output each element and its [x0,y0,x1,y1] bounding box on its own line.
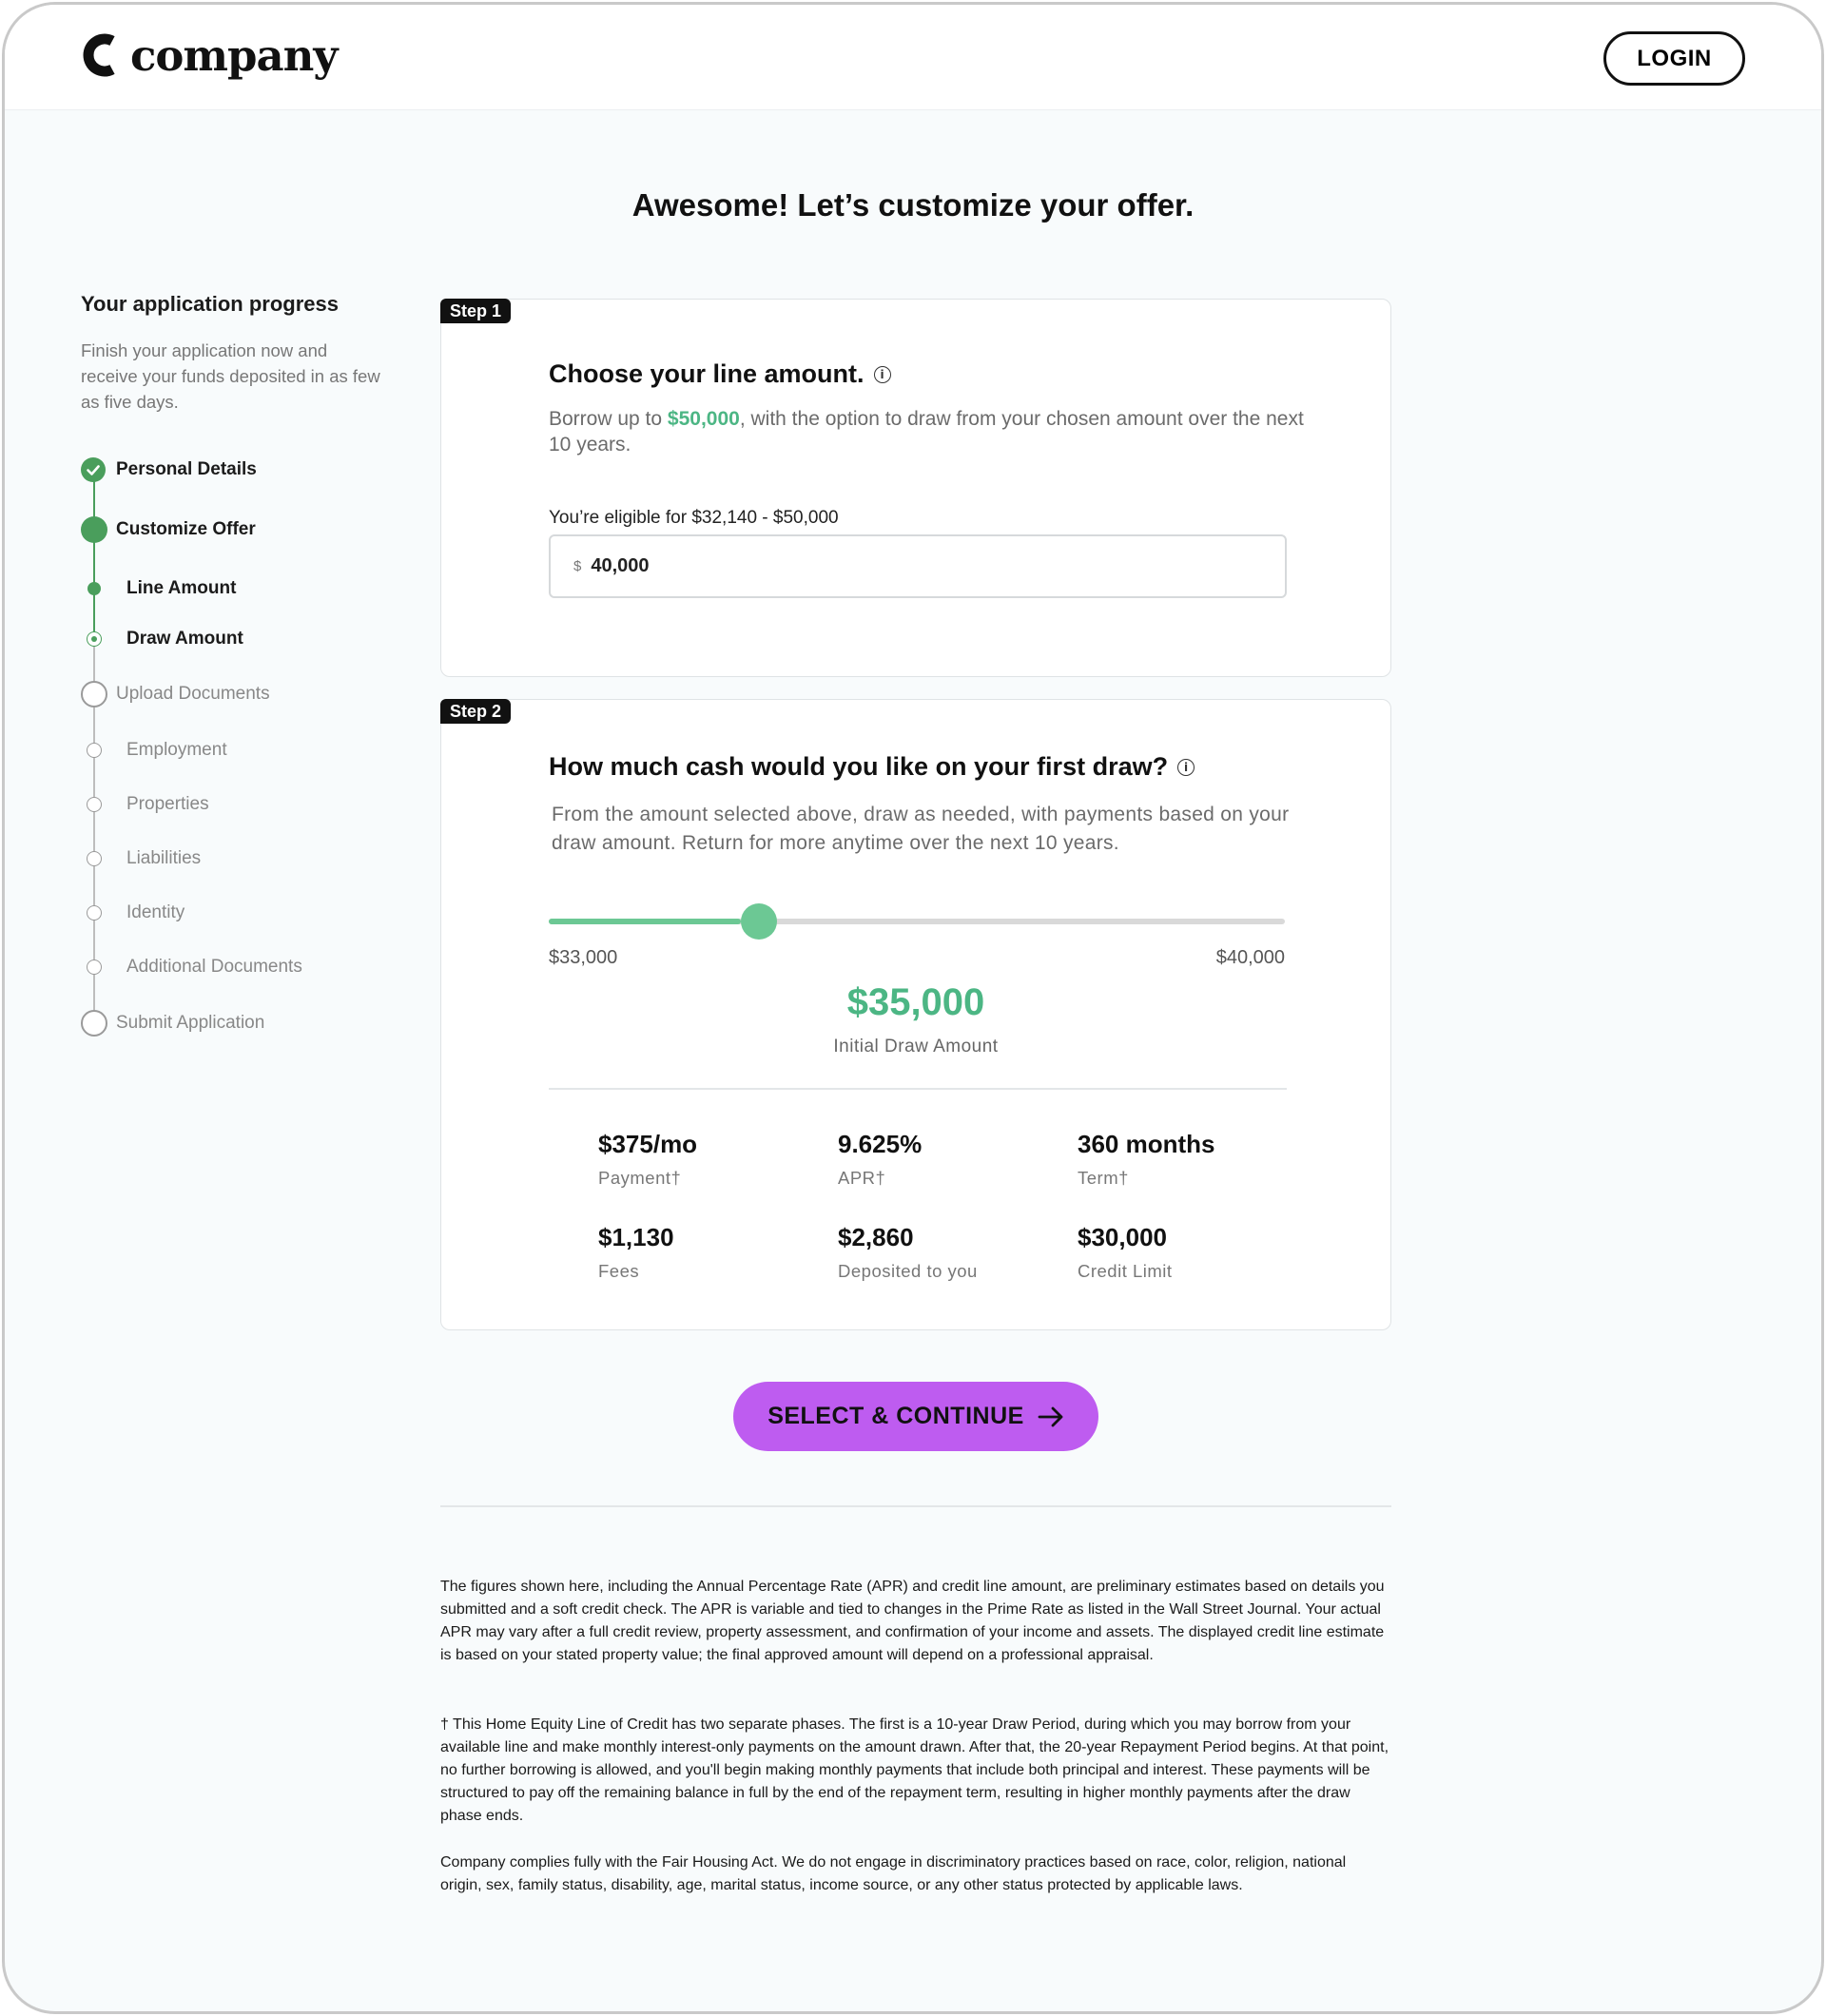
info-icon[interactable]: i [874,366,891,383]
stat-value: $30,000 [1078,1223,1167,1251]
step1-card [440,299,1391,677]
slider-fill [549,919,741,924]
step2-card [440,699,1391,1330]
pending-substep-circle-icon [87,851,102,866]
stat-label: Term† [1078,1168,1129,1188]
step2-title [549,752,1195,782]
substep-done-dot-icon [87,582,101,595]
stat-label: Payment† [598,1168,682,1188]
stat-label: Deposited to you [838,1261,978,1281]
pending-substep-circle-icon [87,797,102,812]
progress-sidebar [81,292,385,415]
eligibility-range: You’re eligible for $32,140 - $50,000 [549,508,839,528]
step-label: Identity [126,902,185,922]
arrow-right-icon [1038,1406,1064,1427]
stat-label: Credit Limit [1078,1261,1173,1281]
max-amount-highlight: $50,000 [667,408,740,430]
top-header [5,5,1821,110]
stat-label: Fees [598,1261,640,1281]
step-label: Employment [126,740,227,760]
step2-badge: Step 2 [440,699,511,724]
line-amount-input[interactable] [591,555,1161,577]
legal-fair-housing: Company complies fully with the Fair Housing Act. We do not engage in discriminatory practices based on race, color, religion, national origin, sex, family status, disability, age, marital status, income source, or any other status protected by applicable laws. [440,1854,1347,1893]
step1-title [549,359,891,389]
slider-thumb[interactable] [741,903,777,940]
pending-step-circle-icon [81,1010,107,1037]
pending-step-circle-icon [81,681,107,708]
legal-divider [440,1505,1391,1507]
login-button[interactable]: LOGIN [1603,31,1745,86]
progress-title: Your application progress [81,292,339,316]
legal-disclaimer-estimates: The figures shown here, including the Annual Percentage Rate (APR) and credit line amount, are preliminary estimates based on details you submitted and a soft credit check. The APR is variable and tied to changes in the Prime Rate as listed in the Wall Street Journal. Your actual APR may vary after a full credit review, property assessment, and confirmation of your income and assets. The displayed credit line estimate is based on your stated property value; the final approved amount will depend on a professional appraisal. [440,1579,1385,1663]
desc-prefix: Borrow up to [549,408,668,430]
step-label: Liabilities [126,848,202,868]
initial-draw-amount: $35,000 [846,981,985,1023]
check-circle-icon [81,457,106,482]
stat-value: 360 months [1078,1130,1215,1158]
desc-suffix: , with the option to draw from your chosen amount over the next 10 years. [549,408,1304,456]
step1-title-text: Choose your line amount. [549,359,864,388]
pending-substep-circle-icon [87,743,102,758]
stat-credit-limit [1078,1223,1306,1282]
step-label: Draw Amount [126,629,243,649]
stat-apr [838,1130,1066,1189]
card-divider [549,1088,1287,1090]
company-logo-text: company [130,29,338,81]
step2-title-text: How much cash would you like on your first draw? [549,752,1169,781]
stat-payment [598,1130,826,1189]
progress-steps [81,452,395,1041]
step-label: Submit Application [116,1013,265,1033]
company-logo-icon [81,33,121,77]
select-continue-button[interactable] [733,1382,1098,1451]
currency-symbol: $ [573,558,582,574]
pending-substep-circle-icon [87,905,102,921]
stat-value: $375/mo [598,1130,698,1158]
step2-description: From the amount selected above, draw as needed, with payments based on your draw amount. Return for more anytime over the next 10 years. [552,804,1290,854]
line-amount-field[interactable] [549,534,1287,598]
step-label: Personal Details [116,459,257,479]
stat-deposited [838,1223,1066,1282]
slider-min-label: $33,000 [549,947,618,968]
step-label: Line Amount [126,578,237,598]
stat-value: $2,860 [838,1223,914,1251]
page-frame [2,2,1824,2014]
initial-draw-caption: Initial Draw Amount [833,1037,999,1056]
info-icon[interactable]: i [1177,759,1195,776]
progress-line-complete [93,470,95,633]
current-step-dot-icon [81,516,107,543]
step-label: Properties [126,794,209,814]
progress-description: Finish your application now and receive your funds deposited in as few as five days. [81,340,380,412]
step-label: Customize Offer [116,519,256,539]
pending-substep-circle-icon [87,960,102,975]
legal-disclaimer-heloc: † This Home Equity Line of Credit has two separate phases. The first is a 10-year Draw Period, during which you may borrow from your available line and make monthly interest-only payments on the amount drawn. After that, the 20-year Repayment Period begins. At that point, no further borrowing is allowed, and you'll begin making monthly payments that include both principal and interest. These payments will be structured to pay off the remaining balance in full by the end of the repayment term, resulting in higher monthly payments after the draw phase ends. [440,1716,1389,1824]
draw-amount-slider[interactable] [549,902,1285,940]
page-title: Awesome! Let’s customize your offer. [631,187,1195,223]
stat-term [1078,1130,1306,1189]
step-label: Upload Documents [116,684,270,704]
step1-description [549,406,1310,457]
step-label: Additional Documents [126,957,302,977]
step1-badge: Step 1 [440,299,511,323]
stat-value: $1,130 [598,1223,674,1251]
substep-current-dot-icon [87,631,102,647]
cta-label: SELECT & CONTINUE [767,1403,1024,1429]
stat-fees [598,1223,826,1282]
stat-label: APR† [838,1168,886,1188]
slider-max-label: $40,000 [1215,947,1285,968]
stat-value: 9.625% [838,1130,923,1158]
company-logo[interactable] [81,29,338,81]
